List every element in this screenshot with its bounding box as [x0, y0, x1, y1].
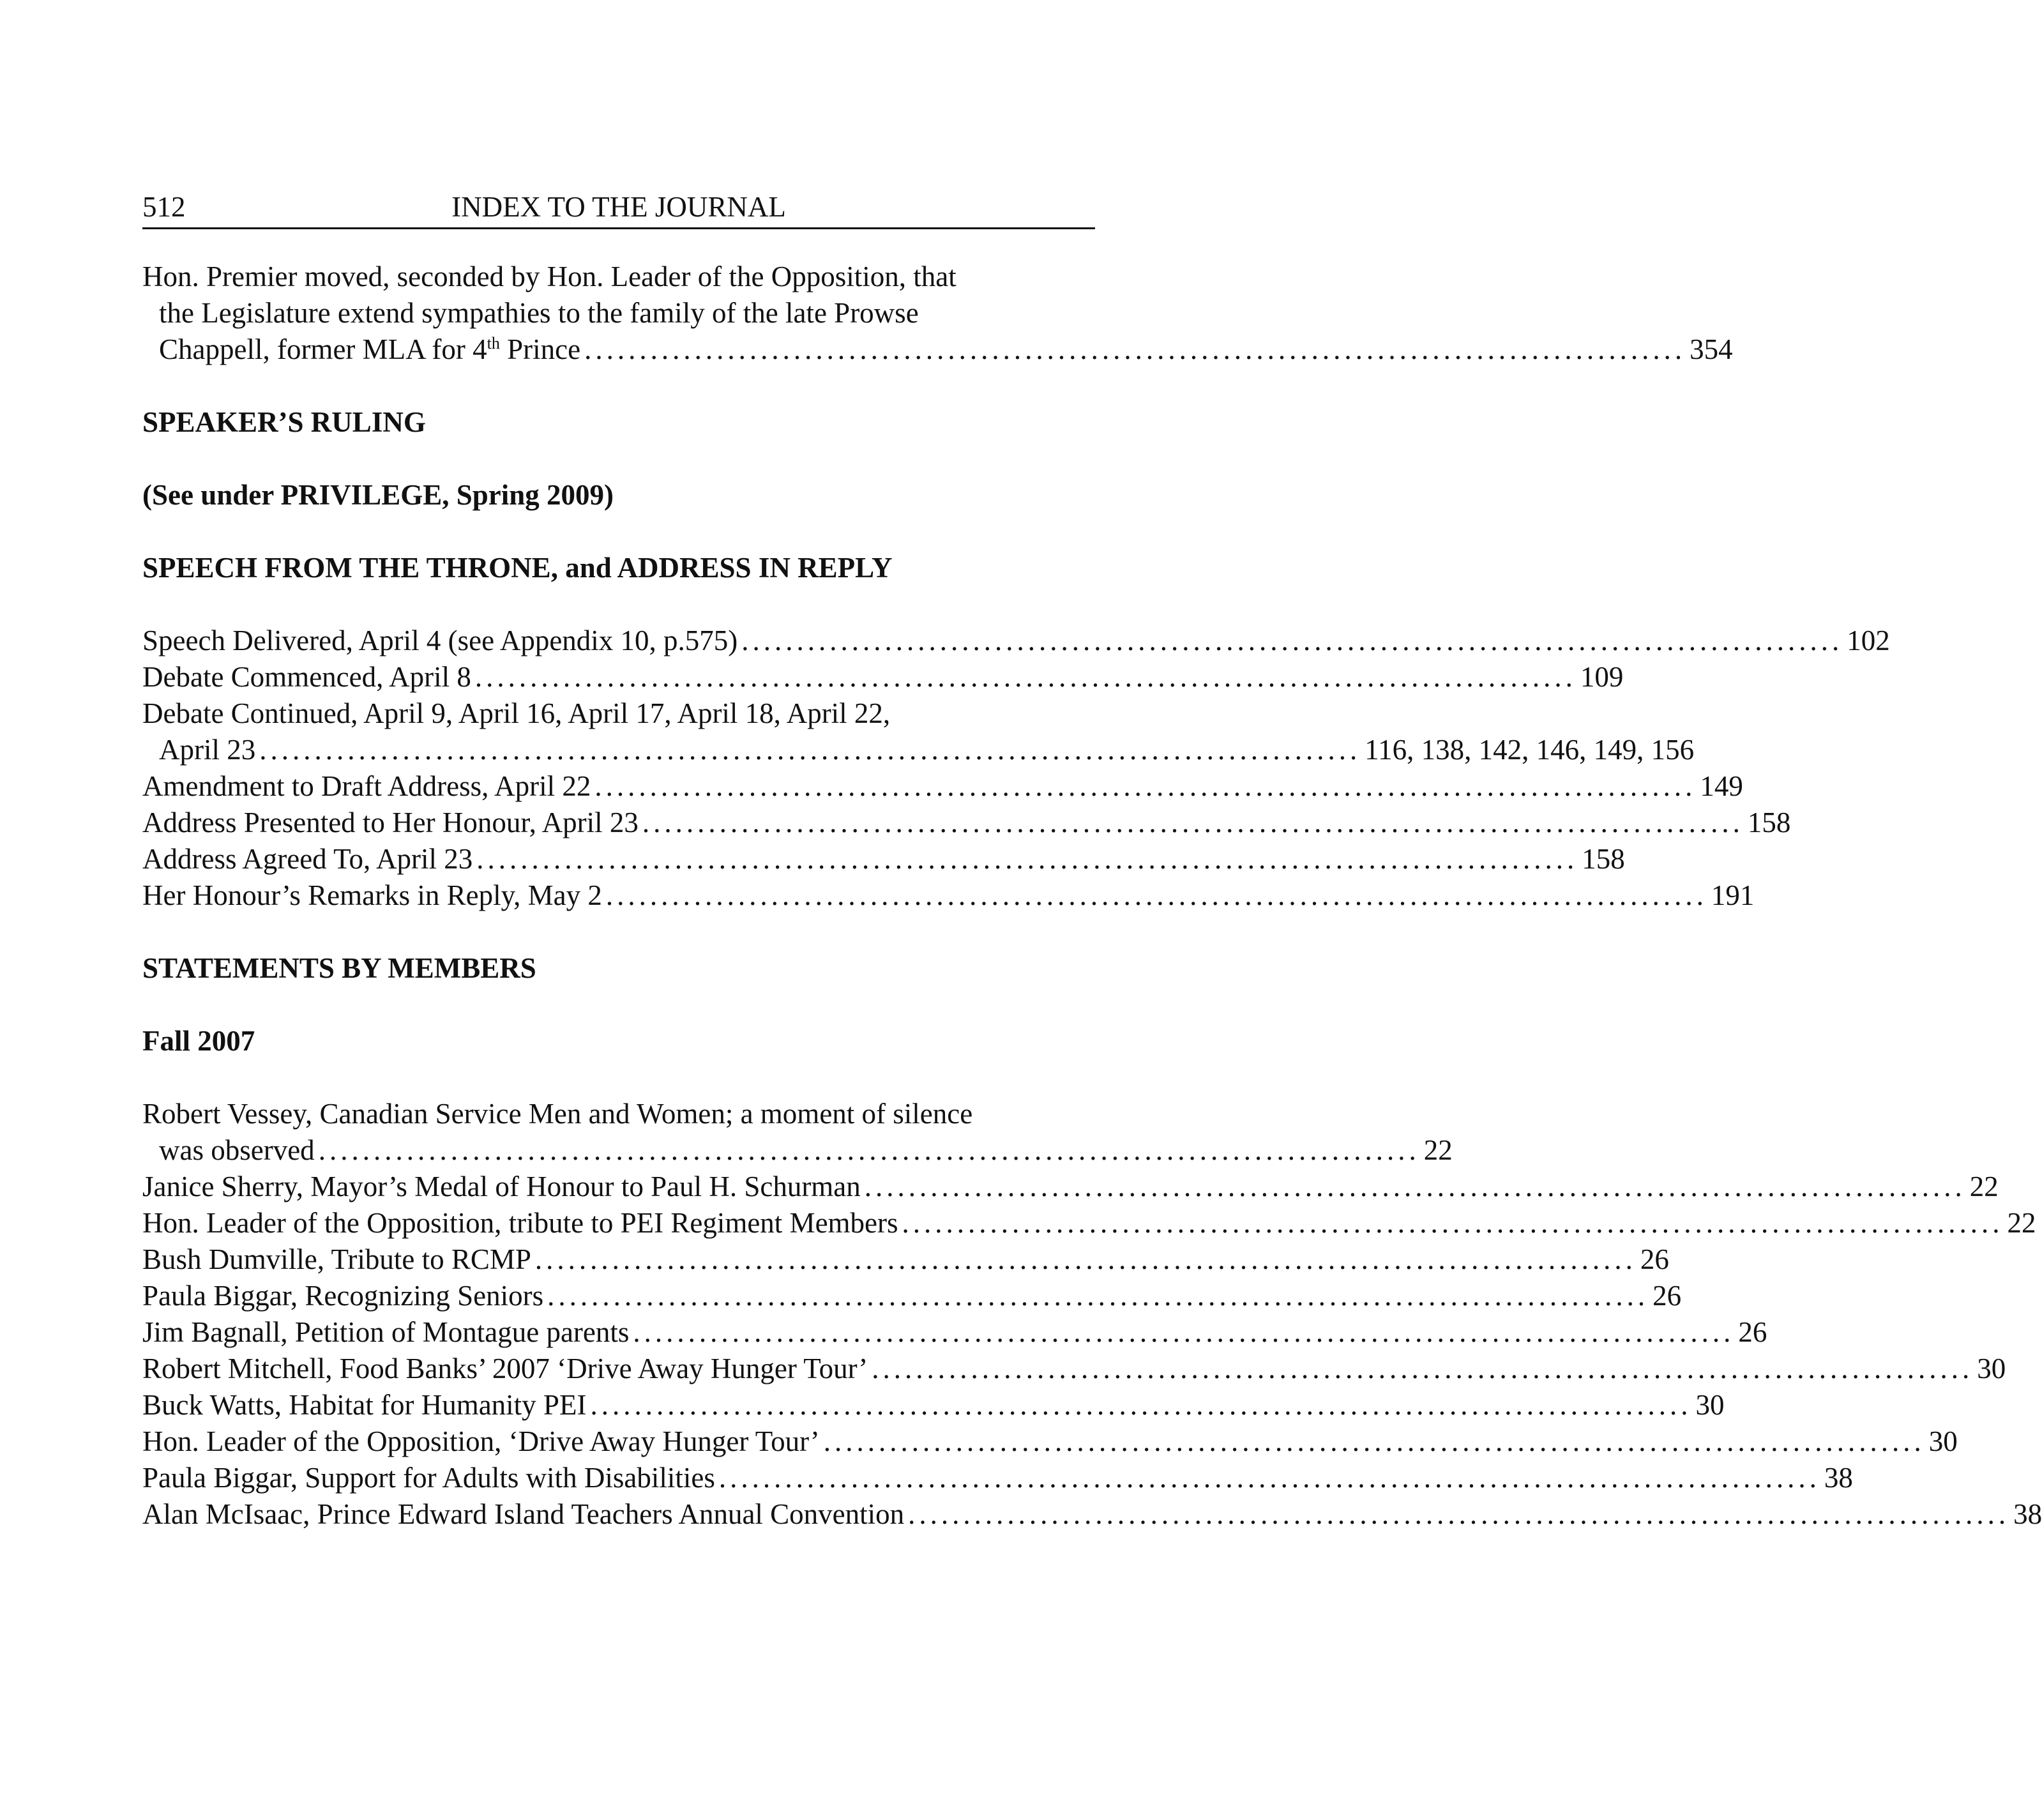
index-entry: Jim Bagnall, Petition of Montague parents .................................................................................................... 26 — [142, 1314, 1095, 1351]
index-entry: Her Honour’s Remarks in Reply, May 2 .................................................................................................... 191 — [142, 877, 1095, 914]
dot-leader: .................................................................................................... — [474, 661, 1577, 693]
index-entry: Debate Commenced, April 8 .................................................................................................... 109 — [142, 659, 1095, 695]
page-reference: 191 — [1711, 879, 1755, 911]
dot-leader: .................................................................................................... — [864, 1171, 1966, 1202]
page-reference: 26 — [1738, 1316, 1767, 1348]
dot-leader: .................................................................................................... — [872, 1353, 1974, 1384]
index-entry: was observed .................................................................................................... 22 — [142, 1132, 1095, 1169]
page-reference: 149 — [1700, 770, 1743, 802]
page-reference: 109 — [1580, 661, 1624, 693]
page-reference: 158 — [1582, 843, 1625, 875]
page-reference: 102 — [1847, 625, 1890, 656]
page-header — [142, 189, 1095, 229]
heading-see-under: (See under PRIVILEGE, Spring 2009) — [142, 479, 614, 511]
index-entry: April 23 .................................................................................................... 116, 138, 142, 146, 149, 156 — [142, 732, 1095, 768]
index-entry: Amendment to Draft Address, April 22 .................................................................................................... 149 — [142, 768, 1095, 805]
intro-entry — [142, 331, 1733, 368]
page-reference: 116, 138, 142, 146, 149, 156 — [1365, 734, 1695, 766]
index-entry: Bush Dumville, Tribute to RCMP .................................................................................................... 26 — [142, 1241, 1095, 1278]
index-entry: Janice Sherry, Mayor’s Medal of Honour to Paul H. Schurman .................................................................................................... 22 — [142, 1169, 1095, 1205]
dot-leader: .................................................................................................... — [534, 1243, 1637, 1275]
heading-speech-from-throne: SPEECH FROM THE THRONE, and ADDRESS IN REPLY — [142, 552, 893, 584]
intro-line-2: the Legislature extend sympathies to the family of the late Prowse — [159, 297, 919, 329]
page-reference: 38 — [1824, 1462, 1853, 1494]
dot-leader: .................................................................................................... — [584, 333, 1686, 365]
index-entry: Paula Biggar, Support for Adults with Disabilities .................................................................................................... 38 — [142, 1460, 1095, 1496]
page-reference: 354 — [1690, 333, 1733, 365]
dot-leader: .................................................................................................... — [476, 843, 1578, 875]
index-entry: Speech Delivered, April 4 (see Appendix 10, p.575) .................................................................................................... 102 — [142, 623, 1095, 659]
intro-line-1: Hon. Premier moved, seconded by Hon. Leader of the Opposition, that — [142, 261, 957, 292]
index-entry: Address Presented to Her Honour, April 23 .................................................................................................... 158 — [142, 805, 1095, 841]
page-reference: 38 — [2013, 1498, 2042, 1530]
index-content — [142, 259, 2042, 1533]
index-entry: Buck Watts, Habitat for Humanity PEI .................................................................................................... 30 — [142, 1387, 1095, 1423]
dot-leader: .................................................................................................... — [902, 1207, 2004, 1239]
dot-leader: .................................................................................................... — [590, 1389, 1692, 1421]
dot-leader: .................................................................................................... — [318, 1134, 1420, 1166]
heading-statements-by-members: STATEMENTS BY MEMBERS — [142, 952, 536, 984]
running-title: INDEX TO THE JOURNAL — [451, 191, 786, 223]
index-entry: Robert Mitchell, Food Banks’ 2007 ‘Drive Away Hunger Tour’ .................................................................................................... 30 — [142, 1351, 1095, 1387]
index-entry: Address Agreed To, April 23 .................................................................................................... 158 — [142, 841, 1095, 877]
page-reference: 30 — [1695, 1389, 1725, 1421]
page-reference: 158 — [1747, 807, 1791, 838]
index-entry: Paula Biggar, Recognizing Seniors .................................................................................................... 26 — [142, 1278, 1095, 1314]
entry-text: Chappell, former MLA for 4th Prince — [159, 333, 581, 365]
page-reference: 30 — [1928, 1425, 1958, 1457]
dot-leader: .................................................................................................... — [594, 770, 1697, 802]
page-reference: 22 — [1969, 1171, 1999, 1202]
index-entry: Alan McIsaac, Prince Edward Island Teachers Annual Convention .................................................................................................... 38 — [142, 1496, 1095, 1533]
page-reference: 30 — [1977, 1353, 2006, 1384]
dot-leader: .................................................................................................... — [547, 1280, 1649, 1312]
page-reference: 22 — [1423, 1134, 1453, 1166]
heading-speakers-ruling: SPEAKER’S RULING — [142, 406, 426, 438]
heading-fall-2007: Fall 2007 — [142, 1025, 255, 1057]
index-entry: Hon. Leader of the Opposition, tribute to PEI Regiment Members .................................................................................................... 22 — [142, 1205, 1095, 1241]
dot-leader: .................................................................................................... — [259, 734, 1361, 766]
dot-leader: .................................................................................................... — [605, 879, 1707, 911]
index-entry-line: Robert Vessey, Canadian Service Men and Women; a moment of silence — [142, 1098, 973, 1130]
dot-leader: .................................................................................................... — [741, 625, 1843, 656]
dot-leader: .................................................................................................... — [633, 1316, 1735, 1348]
index-entry: Hon. Leader of the Opposition, ‘Drive Away Hunger Tour’ .................................................................................................... 30 — [142, 1423, 1095, 1460]
dot-leader: .................................................................................................... — [908, 1498, 2010, 1530]
dot-leader: .................................................................................................... — [823, 1425, 1925, 1457]
page-number: 512 — [142, 191, 186, 223]
dot-leader: .................................................................................................... — [642, 807, 1744, 838]
dot-leader: .................................................................................................... — [718, 1462, 1820, 1494]
index-entry-line: Debate Continued, April 9, April 16, April 17, April 18, April 22, — [142, 697, 891, 729]
page-reference: 22 — [2007, 1207, 2036, 1239]
page-reference: 26 — [1640, 1243, 1669, 1275]
page-reference: 26 — [1653, 1280, 1682, 1312]
